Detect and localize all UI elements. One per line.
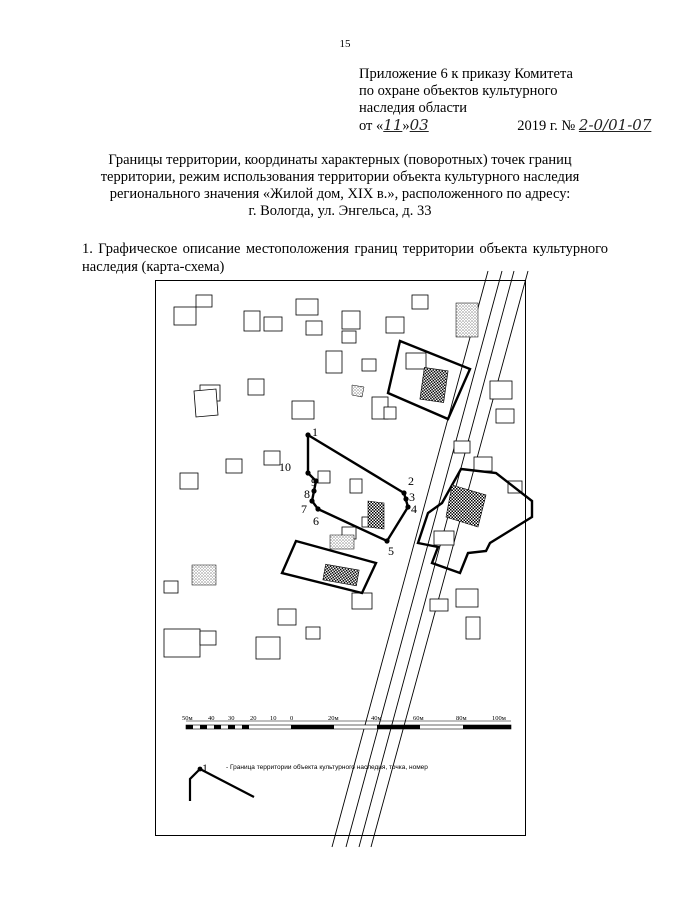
point-label-8: 8: [304, 487, 310, 501]
appendix-line-2: по охране объектов культурного: [359, 83, 558, 99]
inner-building: [350, 479, 362, 493]
appendix-line-3: наследия области: [359, 100, 468, 116]
appendix-block: [359, 66, 652, 135]
scale-bar: [182, 715, 511, 729]
scale-label-11: 100м: [492, 715, 506, 722]
point-label-9: 9: [311, 475, 317, 489]
point-label-2: 2: [408, 474, 414, 488]
point-label-3: 3: [409, 490, 415, 504]
map-scheme: [155, 280, 526, 836]
point-label-10: 10: [279, 460, 291, 474]
scale-label-3: 30: [228, 715, 235, 722]
date-year: 2019 г. №: [517, 118, 576, 134]
title-line-2: территории, режим использования территории объекта культурного наследия: [100, 169, 580, 185]
title-line-1: Границы территории, координаты характерных (поворотных) точек границ: [108, 152, 572, 168]
scale-label-1: 50м: [182, 715, 193, 722]
legend-text: - Граница территории объекта культурного наследия, точка, номер: [226, 764, 428, 771]
title-line-4: г. Вологда, ул. Энгельса, д. 33: [248, 203, 432, 219]
title-line-3: регионального значения «Жилой дом, XIX в.», расположенного по адресу:: [109, 186, 571, 202]
scale-label-8: 40м: [371, 715, 382, 722]
scale-label-7: 20м: [328, 715, 339, 722]
date-prefix: от «: [359, 118, 384, 134]
scale-label-6: 0: [290, 715, 294, 722]
scale-label-4: 20: [250, 715, 257, 722]
scale-label-2: 40: [208, 715, 215, 722]
scale-label-9: 60м: [413, 715, 424, 722]
buildings: [164, 295, 522, 659]
point-label-4: 4: [411, 502, 417, 516]
point-label-1: 1: [312, 425, 318, 439]
date-month: 03: [409, 116, 429, 134]
scale-label-5: 10: [270, 715, 277, 722]
appendix-line-1: Приложение 6 к приказу Комитета: [359, 66, 573, 82]
parcel-boundaries: [282, 341, 532, 593]
point-label-7: 7: [301, 502, 307, 516]
order-number: 2-0/01-07: [578, 116, 652, 134]
section-heading: 1. Графическое описание местоположения границ территории объекта культурного наследия (карта-схема): [82, 241, 608, 275]
document-title: [70, 152, 610, 220]
page-number: 15: [339, 38, 351, 50]
point-label-5: 5: [388, 544, 394, 558]
scale-label-10: 80м: [456, 715, 467, 722]
date-day: 11: [383, 116, 403, 134]
date-mid: »: [402, 118, 410, 134]
map-drawing: [156, 281, 527, 837]
appendix-date-line: [359, 116, 652, 135]
point-label-6: 6: [313, 514, 319, 528]
legend-point-number: 1: [202, 761, 208, 775]
